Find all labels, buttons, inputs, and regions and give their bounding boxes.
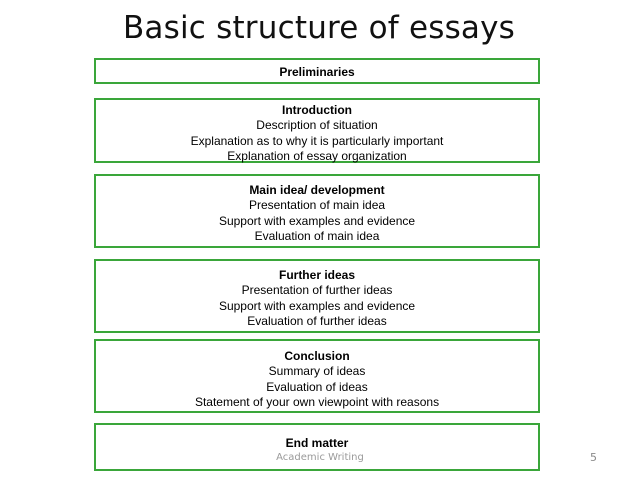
section-line: Support with examples and evidence	[218, 213, 416, 228]
page-number: 5	[590, 451, 597, 464]
section-line: Evaluation of ideas	[266, 379, 368, 394]
section-line: Presentation of main idea	[248, 198, 386, 212]
section-box-end-matter	[94, 423, 540, 471]
section-line: Evaluation of main idea	[254, 229, 380, 243]
section-line: Evaluation of further ideas	[247, 314, 387, 328]
section-box-further-ideas	[94, 259, 540, 333]
section-heading: Preliminaries	[279, 65, 355, 79]
section-line: Description of situation	[256, 118, 378, 132]
section-line: Explanation of essay organization	[227, 149, 407, 163]
section-heading: Conclusion	[284, 349, 350, 363]
slide-footer: Academic Writing	[276, 452, 364, 463]
section-line: Support with examples and evidence	[218, 298, 416, 313]
slide-title: Basic structure of essays	[122, 10, 516, 46]
section-line: Explanation as to why it is particularly important	[190, 133, 444, 148]
section-box-introduction	[94, 98, 540, 163]
section-box-preliminaries	[94, 58, 540, 84]
section-heading: Introduction	[282, 103, 352, 117]
section-heading: Main idea/ development	[249, 183, 385, 197]
section-line: Statement of your own viewpoint with reasons	[194, 395, 440, 409]
section-line: Presentation of further ideas	[241, 283, 393, 297]
section-box-main-idea	[94, 174, 540, 248]
section-heading: Further ideas	[278, 268, 356, 282]
section-box-conclusion	[94, 339, 540, 413]
section-line: Summary of ideas	[268, 364, 366, 378]
section-heading: End matter	[285, 436, 349, 450]
